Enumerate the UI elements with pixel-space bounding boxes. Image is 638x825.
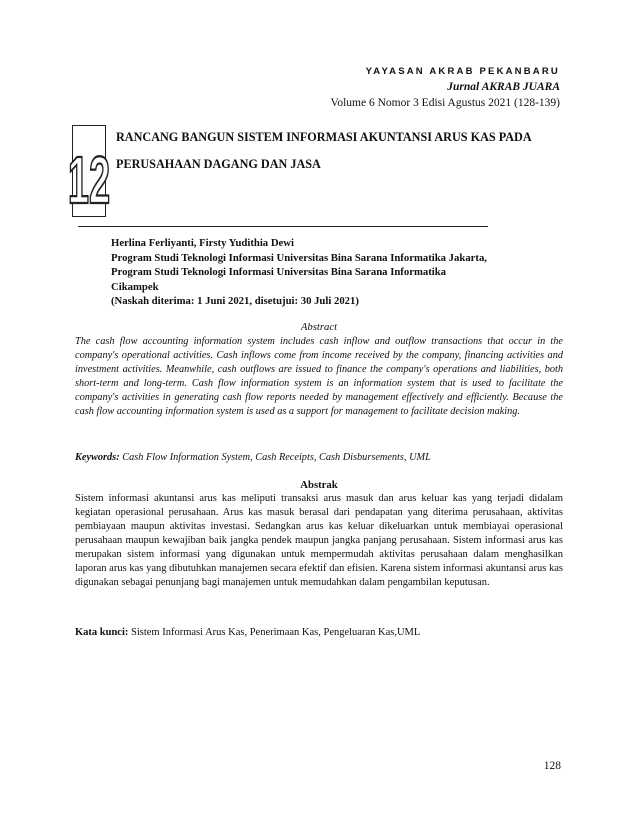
article-number-box bbox=[67, 125, 111, 218]
affiliation-1: Program Studi Teknologi Informasi Universitas Bina Sarana Informatika Jakarta, bbox=[111, 251, 487, 264]
article-number-graphic bbox=[67, 126, 111, 218]
title-line-2: PERUSAHAAN DAGANG DAN JASA bbox=[116, 157, 321, 171]
title-line-1: RANCANG BANGUN SISTEM INFORMASI AKUNTANSI ARUS KAS PADA bbox=[116, 130, 532, 144]
author-block bbox=[111, 236, 571, 309]
affiliation-2: Program Studi Teknologi Informasi Universitas Bina Sarana Informatika bbox=[111, 266, 447, 279]
keywords-en-label: Keywords: bbox=[75, 452, 120, 463]
abstrak-text: Sistem informasi akuntansi arus kas meliputi transaksi arus masuk dan arus keluar kas yang terjadi didalam kegiatan operasional perusahaan. Arus kas masuk berasal dari pendapatan yang diterima perusahaan, aktivitas pembiayaan maupun aktivitas investasi. Sedangkan arus kas keluar dikeluarkan untuk membiayai operasional perusahaan maupun kewajiban baik jangka pendek maupun jangka panjang perusahaan. Sistem informasi arus kas merupakan sistem informasi yang digunakan untuk mempermudah aktivitas perusahaan dalam menghasilkan laporan arus kas yang dibutuhkan manajemen secara efektif dan efisien. Karena sistem informasi akuntansi arus kas digunakan sebagai penunjang bagi manajemen untuk memudahkan dalam pengambilan keputusan. bbox=[75, 493, 563, 588]
abstract-heading: Abstract bbox=[300, 321, 338, 333]
keywords-id bbox=[75, 627, 563, 638]
article-number: 12 bbox=[67, 144, 111, 218]
abstrak-heading: Abstrak bbox=[300, 479, 338, 491]
keywords-id-value: Sistem Informasi Arus Kas, Penerimaan Kas, Pengeluaran Kas,UML bbox=[131, 627, 421, 638]
article-title bbox=[116, 124, 556, 178]
keywords-id-label: Kata kunci: bbox=[75, 627, 129, 638]
journal-volume: Volume 6 Nomor 3 Edisi Agustus 2021 (128-139) bbox=[330, 97, 560, 109]
journal-name: Jurnal AKRAB JUARA bbox=[447, 81, 560, 93]
keywords-en bbox=[75, 452, 563, 463]
author-names: Herlina Ferliyanti, Firsty Yudithia Dewi bbox=[111, 237, 294, 249]
affiliation-3: Cikampek bbox=[111, 280, 159, 293]
page-number: 128 bbox=[543, 760, 561, 772]
title-divider bbox=[78, 226, 488, 227]
received-date: (Naskah diterima: 1 Juni 2021, disetujui: 30 Juli 2021) bbox=[111, 295, 359, 308]
publisher-name: YAYASAN AKRAB PEKANBARU bbox=[365, 66, 560, 77]
abstract-text: The cash flow accounting information system includes cash inflow and outflow transactions that occur in the company's operational activities. Cash inflows come from income received by the company, financing activities and investment activities. Meanwhile, cash outflows are issued to finance the company's operations and liabilities, both short-term and long-term. Cash flow information system is an information system that is used to facilitate the company's activities in generating cash flow reports needed by management effectively and efficiently. Because the cash flow accounting information system is used as a support for management to facilitate decision making. bbox=[75, 336, 563, 417]
keywords-en-value: Cash Flow Information System, Cash Receipts, Cash Disbursements, UML bbox=[122, 452, 431, 463]
